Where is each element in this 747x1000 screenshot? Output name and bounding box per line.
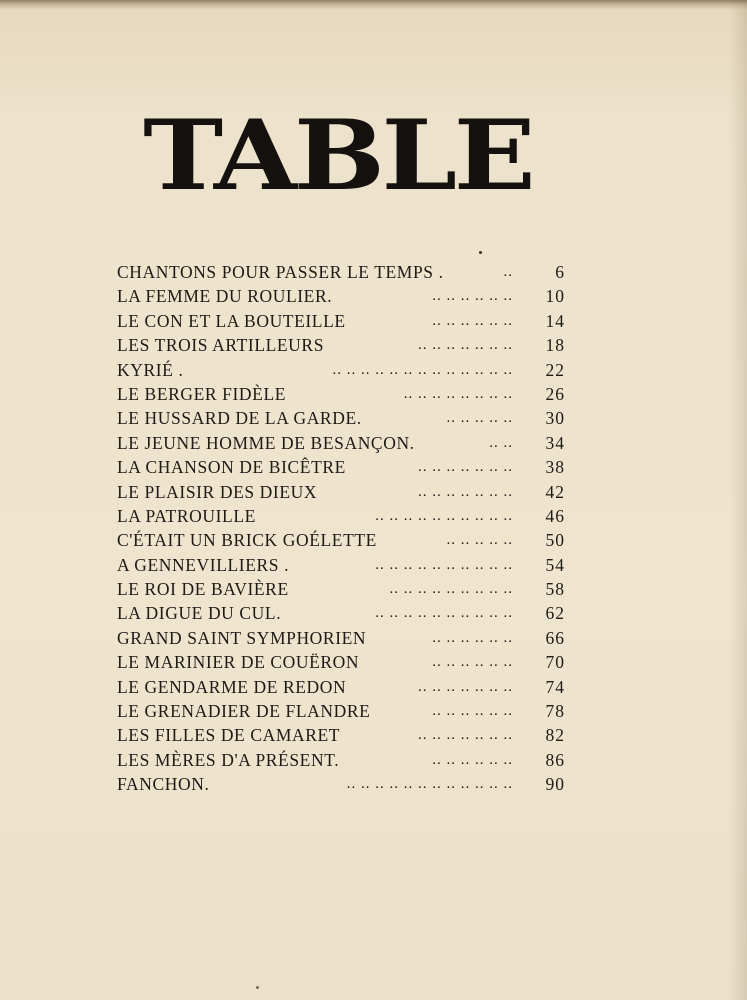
toc-page-number: 38 — [545, 457, 565, 478]
toc-leader-dots: .. .. .. .. .. .. .. .. .. — [389, 581, 513, 598]
toc-entry-title: GRAND SAINT SYMPHORIEN — [117, 627, 367, 648]
toc-page-number: 90 — [545, 774, 565, 795]
toc-leader-dots: .. .. .. .. .. — [446, 532, 513, 549]
toc-page-number: 34 — [545, 432, 565, 453]
toc-entry-title: LES TROIS ARTILLEURS — [117, 335, 325, 356]
toc-leader-dots: .. .. .. .. .. .. .. .. .. .. .. .. — [346, 776, 513, 793]
toc-leader-dots: .. — [503, 264, 513, 280]
toc-entry — [117, 284, 565, 308]
toc-page-number: 22 — [545, 359, 565, 380]
toc-leader-dots: .. .. .. .. .. .. — [432, 703, 513, 720]
toc-entry — [117, 528, 565, 552]
toc-entry-title: LA FEMME DU ROULIER. — [117, 286, 333, 307]
toc-page-number: 62 — [545, 603, 565, 624]
toc-leader-dots: .. .. .. .. .. .. — [432, 751, 513, 768]
page-top-edge — [0, 0, 747, 10]
toc-page-number: 30 — [545, 408, 565, 429]
toc-entry-title: LE GENDARME DE REDON — [117, 676, 347, 697]
toc-entry — [117, 382, 565, 406]
toc-entry — [117, 772, 565, 796]
toc-entry — [117, 723, 565, 747]
toc-entry-title: LE GRENADIER DE FLANDRE — [117, 701, 371, 722]
toc-entry — [117, 626, 565, 650]
toc-entry-title: LE MARINIER DE COUËRON — [117, 652, 360, 673]
toc-entry — [117, 309, 565, 333]
toc-leader-dots: .. .. .. .. .. .. .. — [418, 727, 513, 744]
page-edge-shadow — [729, 0, 747, 1000]
toc-leader-dots: .. .. .. .. .. .. — [432, 654, 513, 671]
ink-speck — [256, 986, 259, 989]
toc-entry — [117, 358, 565, 382]
toc-page-number: 6 — [555, 262, 565, 282]
toc-entry — [117, 650, 565, 674]
toc-entry-title: LE PLAISIR DES DIEUX — [117, 481, 318, 502]
toc-leader-dots: .. .. .. .. .. .. .. — [418, 459, 513, 476]
toc-page-number: 58 — [545, 579, 565, 600]
toc-entry-title: LE BERGER FIDÈLE — [117, 383, 287, 404]
toc-page-number: 78 — [545, 701, 565, 722]
toc-leader-dots: .. .. .. .. .. .. .. .. .. .. — [375, 507, 513, 524]
toc-leader-dots: .. .. .. .. .. .. .. .. — [403, 385, 513, 402]
toc-entry — [117, 748, 565, 772]
ink-speck — [479, 251, 482, 254]
toc-entry-title: CHANTONS POUR PASSER LE TEMPS . — [117, 262, 444, 282]
toc-page-number: 86 — [545, 749, 565, 770]
toc-entry-title: FANCHON. — [117, 774, 210, 795]
toc-entry-title: LE JEUNE HOMME DE BESANÇON. — [117, 432, 415, 453]
toc-entry-title: C'ÉTAIT UN BRICK GOÉLETTE — [117, 530, 377, 551]
toc-leader-dots: .. .. .. .. .. .. .. — [418, 483, 513, 500]
toc-entry-title: LA CHANSON DE BICÊTRE — [117, 457, 346, 478]
toc-page-number: 46 — [545, 505, 565, 526]
toc-entry — [117, 431, 565, 455]
toc-page-number: 26 — [545, 383, 565, 404]
toc-page-number: 50 — [545, 530, 565, 551]
toc-leader-dots: .. .. .. .. .. .. .. .. .. .. — [375, 605, 513, 622]
toc-leader-dots: .. .. .. .. .. .. — [432, 312, 513, 329]
toc-page-number: 70 — [545, 652, 565, 673]
toc-entry — [117, 504, 565, 528]
toc-leader-dots: .. .. .. .. .. .. .. — [418, 678, 513, 695]
toc-page-number: 42 — [545, 481, 565, 502]
toc-entry — [117, 601, 565, 625]
toc-page-number: 74 — [545, 676, 565, 697]
toc-page-number: 10 — [545, 286, 565, 307]
toc-entry-title: LE ROI DE BAVIÈRE — [117, 579, 289, 600]
page-title: TABLE — [143, 99, 533, 212]
toc-entry — [117, 333, 565, 357]
toc-entry-title: LA PATROUILLE — [117, 505, 256, 526]
toc-page-number: 66 — [545, 627, 565, 648]
toc-page-number: 54 — [545, 554, 565, 575]
toc-entry-title: KYRIÉ . — [117, 359, 184, 380]
table-of-contents — [117, 260, 565, 797]
toc-entry — [117, 553, 565, 577]
toc-leader-dots: .. .. .. .. .. .. — [432, 629, 513, 646]
toc-entry-title: LE HUSSARD DE LA GARDE. — [117, 408, 362, 429]
toc-entry — [117, 699, 565, 723]
toc-page-number: 14 — [545, 310, 565, 331]
toc-entry-title: LES FILLES DE CAMARET — [117, 725, 341, 746]
toc-entry — [117, 455, 565, 479]
toc-leader-dots: .. .. .. .. .. .. .. — [418, 337, 513, 354]
toc-page-number: 18 — [545, 335, 565, 356]
toc-entry-title: A GENNEVILLIERS . — [117, 554, 290, 575]
toc-entry — [117, 480, 565, 504]
toc-entry-title: LES MÈRES D'A PRÉSENT. — [117, 749, 340, 770]
toc-leader-dots: .. .. .. .. .. .. .. .. .. .. .. .. .. — [332, 361, 513, 378]
toc-entry-title: LA DIGUE DU CUL. — [117, 603, 282, 624]
toc-leader-dots: .. .. .. .. .. .. — [432, 288, 513, 305]
toc-entry — [117, 260, 565, 284]
toc-entry — [117, 406, 565, 430]
toc-leader-dots: .. .. — [489, 434, 513, 451]
toc-page-number: 82 — [545, 725, 565, 746]
toc-entry-title: LE CON ET LA BOUTEILLE — [117, 310, 346, 331]
toc-leader-dots: .. .. .. .. .. .. .. .. .. .. — [375, 556, 513, 573]
toc-entry — [117, 577, 565, 601]
toc-leader-dots: .. .. .. .. .. — [446, 410, 513, 427]
toc-entry — [117, 675, 565, 699]
